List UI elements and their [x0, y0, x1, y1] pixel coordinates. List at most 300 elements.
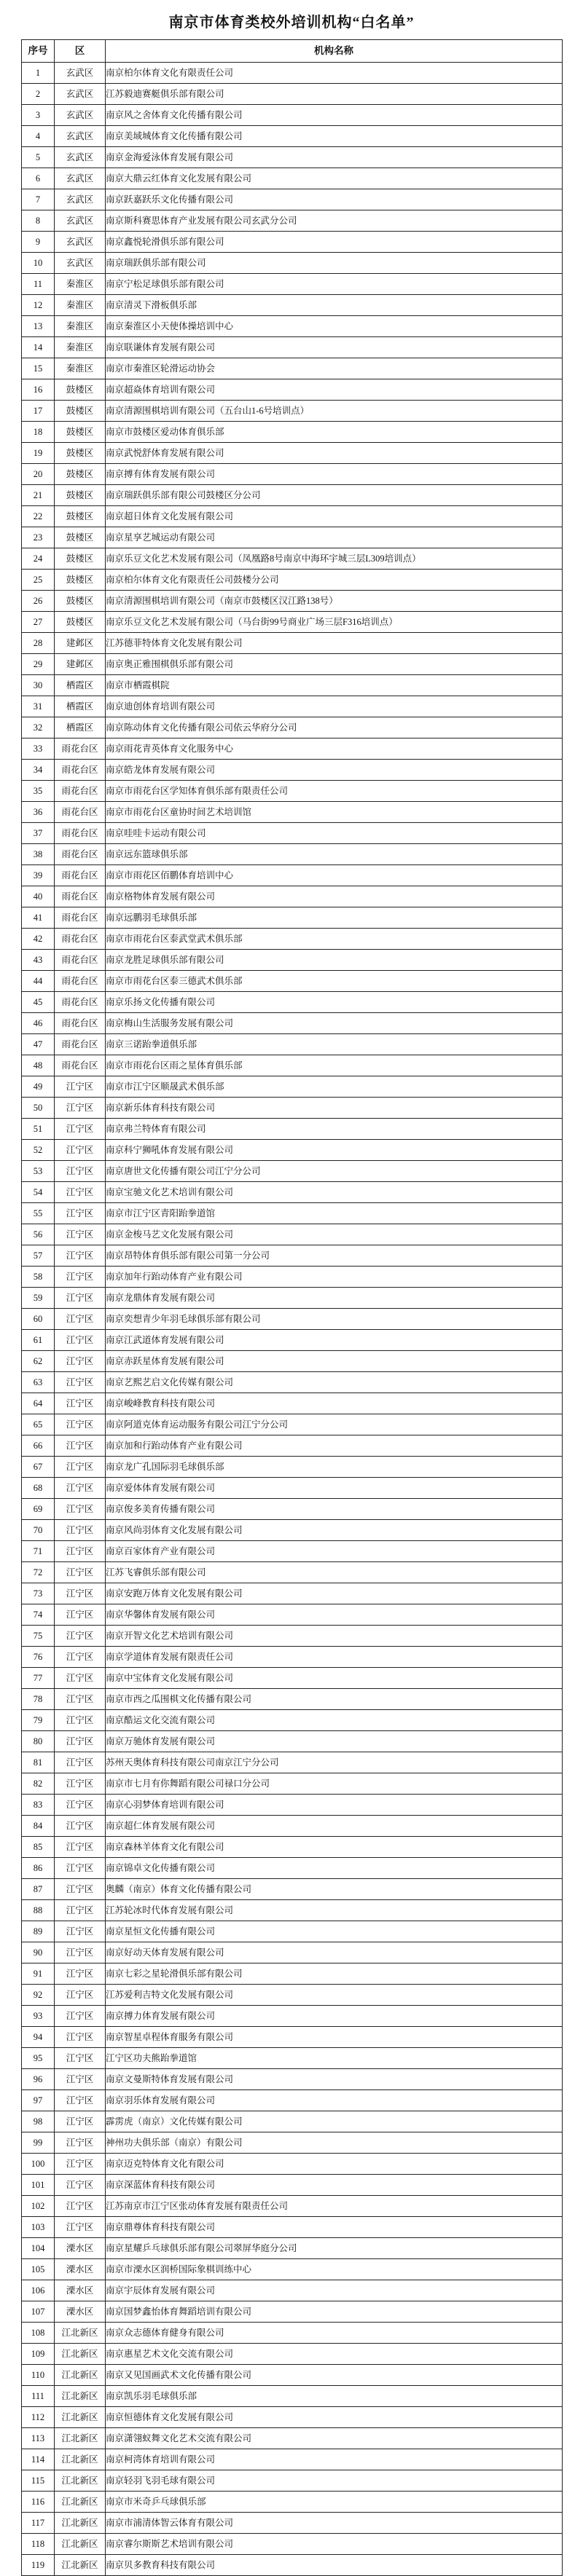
table-row — [22, 443, 563, 464]
table-row — [22, 2323, 563, 2344]
table-row — [22, 1372, 563, 1393]
row-institution-name: 南京鼎尊体育科技有限公司 — [106, 2217, 563, 2238]
row-district: 雨花台区 — [55, 1055, 106, 1076]
row-district: 江宁区 — [55, 1921, 106, 1942]
row-district: 江宁区 — [55, 1393, 106, 1414]
row-number: 66 — [22, 1435, 55, 1457]
row-number: 111 — [22, 2386, 55, 2407]
whitelist-table — [21, 39, 563, 2576]
row-institution-name: 南京超焱体育培训有限公司 — [106, 379, 563, 401]
row-institution-name: 南京清源围棋培训有限公司（南京市鼓楼区汉江路138号） — [106, 591, 563, 612]
row-number: 37 — [22, 823, 55, 844]
table-row — [22, 1182, 563, 1203]
row-district: 江宁区 — [55, 1224, 106, 1245]
table-row — [22, 232, 563, 253]
row-institution-name: 南京星享艺城运动有限公司 — [106, 527, 563, 548]
row-institution-name: 南京梅山生活服务发展有限公司 — [106, 1013, 563, 1034]
row-number: 15 — [22, 358, 55, 379]
row-institution-name: 南京开智文化艺术培训有限公司 — [106, 1626, 563, 1647]
row-institution-name: 南京阿道克体育运动服务有限公司江宁分公司 — [106, 1414, 563, 1435]
table-row — [22, 506, 563, 527]
table-row — [22, 1393, 563, 1414]
table-row — [22, 2132, 563, 2154]
row-number: 27 — [22, 612, 55, 633]
row-institution-name: 南京雨花青英体育文化服务中心 — [106, 738, 563, 760]
row-district: 江北新区 — [55, 2449, 106, 2470]
row-institution-name: 南京七彩之星轮滑俱乐部有限公司 — [106, 1963, 563, 1985]
row-number: 65 — [22, 1414, 55, 1435]
row-district: 江宁区 — [55, 2217, 106, 2238]
row-district: 雨花台区 — [55, 1013, 106, 1034]
table-row — [22, 1076, 563, 1098]
row-district: 江宁区 — [55, 1182, 106, 1203]
table-row — [22, 1055, 563, 1076]
row-institution-name: 南京龙广孔国际羽毛球俱乐部 — [106, 1457, 563, 1478]
row-institution-name: 南京锦卓文化传播有限公司 — [106, 1858, 563, 1879]
row-district: 江宁区 — [55, 1710, 106, 1731]
table-row — [22, 2048, 563, 2069]
table-row — [22, 295, 563, 316]
row-institution-name: 南京清灵下滑板俱乐部 — [106, 295, 563, 316]
row-district: 江北新区 — [55, 2407, 106, 2428]
row-district: 江宁区 — [55, 1330, 106, 1351]
table-row — [22, 1879, 563, 1900]
row-institution-name: 南京市鼓楼区爱动体育俱乐部 — [106, 422, 563, 443]
row-number: 81 — [22, 1752, 55, 1773]
row-district: 雨花台区 — [55, 992, 106, 1013]
row-institution-name: 南京龙胜足球俱乐部有限公司 — [106, 950, 563, 971]
row-district: 江北新区 — [55, 2323, 106, 2344]
row-district: 江宁区 — [55, 1372, 106, 1393]
table-row — [22, 274, 563, 295]
row-district: 雨花台区 — [55, 1034, 106, 1055]
row-institution-name: 南京哇哇卡运动有限公司 — [106, 823, 563, 844]
table-row — [22, 1562, 563, 1583]
row-district: 鼓楼区 — [55, 401, 106, 422]
row-number: 69 — [22, 1499, 55, 1520]
row-number: 3 — [22, 105, 55, 126]
table-row — [22, 760, 563, 781]
row-district: 栖霞区 — [55, 717, 106, 738]
row-district: 江宁区 — [55, 1119, 106, 1140]
row-district: 江北新区 — [55, 2344, 106, 2365]
row-institution-name: 南京金海爱泳体育发展有限公司 — [106, 147, 563, 168]
table-row — [22, 422, 563, 443]
row-institution-name: 南京乐扬文化传播有限公司 — [106, 992, 563, 1013]
row-institution-name: 南京瑞跃俱乐部有限公司 — [106, 253, 563, 274]
row-district: 江宁区 — [55, 1541, 106, 1562]
table-row — [22, 464, 563, 485]
table-row — [22, 992, 563, 1013]
row-district: 秦淮区 — [55, 295, 106, 316]
row-district: 玄武区 — [55, 84, 106, 105]
table-row — [22, 253, 563, 274]
row-number: 117 — [22, 2513, 55, 2534]
row-number: 85 — [22, 1837, 55, 1858]
row-district: 江北新区 — [55, 2513, 106, 2534]
table-row — [22, 2259, 563, 2280]
table-row — [22, 2006, 563, 2027]
row-number: 6 — [22, 168, 55, 189]
row-district: 江宁区 — [55, 1245, 106, 1267]
table-row — [22, 401, 563, 422]
row-institution-name: 南京皓龙体育发展有限公司 — [106, 760, 563, 781]
row-institution-name: 南京峻峰教育科技有限公司 — [106, 1393, 563, 1414]
row-district: 鼓楼区 — [55, 527, 106, 548]
row-institution-name: 南京搏力体育发展有限公司 — [106, 2006, 563, 2027]
row-number: 4 — [22, 126, 55, 147]
table-row — [22, 1689, 563, 1710]
table-row — [22, 1245, 563, 1267]
row-number: 68 — [22, 1478, 55, 1499]
row-institution-name: 南京远东篮球俱乐部 — [106, 844, 563, 865]
row-number: 58 — [22, 1267, 55, 1288]
row-district: 鼓楼区 — [55, 443, 106, 464]
table-row — [22, 210, 563, 232]
row-district: 江宁区 — [55, 1900, 106, 1921]
row-district: 溧水区 — [55, 2301, 106, 2323]
table-row — [22, 2027, 563, 2048]
row-institution-name: 南京市米奇乒乓球俱乐部 — [106, 2492, 563, 2513]
row-institution-name: 南京贝多教育科技有限公司 — [106, 2555, 563, 2576]
table-row — [22, 1161, 563, 1182]
row-number: 11 — [22, 274, 55, 295]
row-district: 鼓楼区 — [55, 591, 106, 612]
row-number: 107 — [22, 2301, 55, 2323]
row-institution-name: 江苏德菲特体育文化发展有限公司 — [106, 633, 563, 654]
row-number: 16 — [22, 379, 55, 401]
row-number: 76 — [22, 1647, 55, 1668]
row-institution-name: 南京迪创体育培训有限公司 — [106, 696, 563, 717]
row-number: 95 — [22, 2048, 55, 2069]
row-number: 31 — [22, 696, 55, 717]
row-district: 江北新区 — [55, 2470, 106, 2492]
table-row — [22, 2492, 563, 2513]
row-number: 102 — [22, 2196, 55, 2217]
row-number: 101 — [22, 2175, 55, 2196]
row-district: 江宁区 — [55, 1879, 106, 1900]
row-institution-name: 南京众志德体育健身有限公司 — [106, 2323, 563, 2344]
table-row — [22, 358, 563, 379]
row-district: 江宁区 — [55, 1478, 106, 1499]
row-institution-name: 南京市雨花区佰鹏体育培训中心 — [106, 865, 563, 886]
row-district: 江宁区 — [55, 2048, 106, 2069]
row-number: 33 — [22, 738, 55, 760]
row-number: 104 — [22, 2238, 55, 2259]
row-number: 23 — [22, 527, 55, 548]
row-institution-name: 南京唐世文化传播有限公司江宁分公司 — [106, 1161, 563, 1182]
row-number: 97 — [22, 2090, 55, 2111]
row-number: 110 — [22, 2365, 55, 2386]
row-institution-name: 南京市溧水区润桥国际象棋训练中心 — [106, 2259, 563, 2280]
row-number: 54 — [22, 1182, 55, 1203]
row-institution-name: 南京奕想青少年羽毛球俱乐部有限公司 — [106, 1309, 563, 1330]
row-number: 17 — [22, 401, 55, 422]
row-number: 60 — [22, 1309, 55, 1330]
table-header — [22, 40, 563, 63]
row-district: 江宁区 — [55, 1288, 106, 1309]
row-number: 64 — [22, 1393, 55, 1414]
table-row — [22, 1583, 563, 1604]
row-institution-name: 江宁区功夫熊跆拳道馆 — [106, 2048, 563, 2069]
row-institution-name: 南京百家体育产业有限公司 — [106, 1541, 563, 1562]
table-row — [22, 1267, 563, 1288]
table-row — [22, 63, 563, 84]
row-district: 江宁区 — [55, 1435, 106, 1457]
row-number: 109 — [22, 2344, 55, 2365]
row-number: 40 — [22, 886, 55, 907]
row-institution-name: 南京中宝体育文化发展有限公司 — [106, 1668, 563, 1689]
table-row — [22, 2534, 563, 2555]
table-row — [22, 2365, 563, 2386]
row-number: 45 — [22, 992, 55, 1013]
table-row — [22, 907, 563, 929]
row-institution-name: 霹雳虎（南京）文化传媒有限公司 — [106, 2111, 563, 2132]
table-row — [22, 654, 563, 675]
row-institution-name: 南京跃嘉跃乐文化传播有限公司 — [106, 189, 563, 210]
row-district: 玄武区 — [55, 105, 106, 126]
row-number: 80 — [22, 1731, 55, 1752]
table-row — [22, 2069, 563, 2090]
row-institution-name: 南京华馨体育发展有限公司 — [106, 1604, 563, 1626]
row-institution-name: 南京市雨花台区雨之星体育俱乐部 — [106, 1055, 563, 1076]
row-institution-name: 南京市雨花台区童协时间艺术培训馆 — [106, 802, 563, 823]
row-number: 1 — [22, 63, 55, 84]
table-row — [22, 802, 563, 823]
row-district: 江宁区 — [55, 1668, 106, 1689]
table-row — [22, 1604, 563, 1626]
row-district: 雨花台区 — [55, 886, 106, 907]
row-number: 79 — [22, 1710, 55, 1731]
row-number: 2 — [22, 84, 55, 105]
row-institution-name: 江苏轮冰时代体育发展有限公司 — [106, 1900, 563, 1921]
row-number: 13 — [22, 316, 55, 337]
row-institution-name: 南京柏尔体育文化有限责任公司 — [106, 63, 563, 84]
row-institution-name: 南京江武道体育发展有限公司 — [106, 1330, 563, 1351]
row-district: 玄武区 — [55, 189, 106, 210]
row-institution-name: 南京格物体育发展有限公司 — [106, 886, 563, 907]
row-institution-name: 南京宝驰文化艺术培训有限公司 — [106, 1182, 563, 1203]
row-district: 玄武区 — [55, 126, 106, 147]
row-institution-name: 南京爱体体育发展有限公司 — [106, 1478, 563, 1499]
table-row — [22, 570, 563, 591]
row-institution-name: 南京宇辰体育发展有限公司 — [106, 2280, 563, 2301]
row-institution-name: 南京市雨花台区泰三德武术俱乐部 — [106, 971, 563, 992]
table-row — [22, 1731, 563, 1752]
row-district: 雨花台区 — [55, 823, 106, 844]
row-institution-name: 南京陈动体育文化传播有限公司依云华府分公司 — [106, 717, 563, 738]
row-institution-name: 南京金梭马艺文化发展有限公司 — [106, 1224, 563, 1245]
row-institution-name: 南京万驰体育发展有限公司 — [106, 1731, 563, 1752]
row-number: 92 — [22, 1985, 55, 2006]
row-number: 30 — [22, 675, 55, 696]
row-institution-name: 南京心羽梦体育培训有限公司 — [106, 1795, 563, 1816]
header-district: 区 — [55, 40, 106, 63]
row-number: 9 — [22, 232, 55, 253]
table-row — [22, 147, 563, 168]
row-district: 玄武区 — [55, 63, 106, 84]
table-row — [22, 1478, 563, 1499]
row-district: 江宁区 — [55, 1985, 106, 2006]
row-institution-name: 南京好动天体育发展有限公司 — [106, 1942, 563, 1963]
row-institution-name: 南京赤跃星体育发展有限公司 — [106, 1351, 563, 1372]
row-district: 江宁区 — [55, 1773, 106, 1795]
table-row — [22, 717, 563, 738]
row-district: 江宁区 — [55, 2069, 106, 2090]
row-institution-name: 南京奥正雅围棋俱乐部有限公司 — [106, 654, 563, 675]
row-district: 江宁区 — [55, 2090, 106, 2111]
row-institution-name: 南京联谦体育发展有限公司 — [106, 337, 563, 358]
table-row — [22, 485, 563, 506]
table-row — [22, 591, 563, 612]
row-number: 36 — [22, 802, 55, 823]
row-district: 江宁区 — [55, 2132, 106, 2154]
table-row — [22, 781, 563, 802]
row-institution-name: 南京市西之瓜围棋文化传播有限公司 — [106, 1689, 563, 1710]
row-number: 38 — [22, 844, 55, 865]
row-district: 江宁区 — [55, 1499, 106, 1520]
row-district: 雨花台区 — [55, 738, 106, 760]
row-district: 江宁区 — [55, 2027, 106, 2048]
table-row — [22, 1520, 563, 1541]
row-district: 雨花台区 — [55, 929, 106, 950]
row-institution-name: 南京森林羊体育文化有限公司 — [106, 1837, 563, 1858]
row-number: 72 — [22, 1562, 55, 1583]
row-number: 12 — [22, 295, 55, 316]
table-row — [22, 1647, 563, 1668]
row-district: 溧水区 — [55, 2259, 106, 2280]
row-number: 46 — [22, 1013, 55, 1034]
table-row — [22, 2407, 563, 2428]
row-district: 溧水区 — [55, 2280, 106, 2301]
row-number: 119 — [22, 2555, 55, 2576]
row-institution-name: 南京艺熙艺启文化传媒有限公司 — [106, 1372, 563, 1393]
row-number: 70 — [22, 1520, 55, 1541]
table-row — [22, 1668, 563, 1689]
table-row — [22, 2428, 563, 2449]
row-number: 73 — [22, 1583, 55, 1604]
row-institution-name: 南京柯湾体育培训有限公司 — [106, 2449, 563, 2470]
row-institution-name: 南京瑞跃俱乐部有限公司鼓楼区分公司 — [106, 485, 563, 506]
row-district: 江宁区 — [55, 1161, 106, 1182]
row-district: 江宁区 — [55, 1520, 106, 1541]
table-row — [22, 1710, 563, 1731]
table-row — [22, 2217, 563, 2238]
header-row — [22, 40, 563, 63]
row-institution-name: 南京大鼎云红体育文化发展有限公司 — [106, 168, 563, 189]
row-number: 77 — [22, 1668, 55, 1689]
row-number: 41 — [22, 907, 55, 929]
row-number: 90 — [22, 1942, 55, 1963]
row-number: 22 — [22, 506, 55, 527]
row-number: 113 — [22, 2428, 55, 2449]
table-row — [22, 1816, 563, 1837]
row-institution-name: 南京鑫悦轮滑俱乐部有限公司 — [106, 232, 563, 253]
row-institution-name: 南京酷运文化交流有限公司 — [106, 1710, 563, 1731]
table-row — [22, 2196, 563, 2217]
table-row — [22, 1013, 563, 1034]
table-row — [22, 1837, 563, 1858]
row-district: 江宁区 — [55, 1689, 106, 1710]
table-row — [22, 2175, 563, 2196]
table-row — [22, 2280, 563, 2301]
row-institution-name: 南京科宁狮吼体育发展有限公司 — [106, 1140, 563, 1161]
table-row — [22, 168, 563, 189]
row-institution-name: 南京市浦清体智云体育有限公司 — [106, 2513, 563, 2534]
table-row — [22, 1752, 563, 1773]
row-number: 61 — [22, 1330, 55, 1351]
row-institution-name: 南京市江宁区青阳跆拳道馆 — [106, 1203, 563, 1224]
table-row — [22, 696, 563, 717]
row-number: 114 — [22, 2449, 55, 2470]
table-row — [22, 2238, 563, 2259]
row-institution-name: 南京搏有体育发展有限公司 — [106, 464, 563, 485]
row-number: 89 — [22, 1921, 55, 1942]
row-number: 91 — [22, 1963, 55, 1985]
row-district: 江北新区 — [55, 2428, 106, 2449]
row-institution-name: 南京睿尔斯斯艺术培训有限公司 — [106, 2534, 563, 2555]
row-number: 59 — [22, 1288, 55, 1309]
row-institution-name: 南京羽乐体育发展有限公司 — [106, 2090, 563, 2111]
row-number: 21 — [22, 485, 55, 506]
row-district: 玄武区 — [55, 210, 106, 232]
row-institution-name: 南京美域城体育文化传播有限公司 — [106, 126, 563, 147]
table-row — [22, 1795, 563, 1816]
row-number: 44 — [22, 971, 55, 992]
row-number: 78 — [22, 1689, 55, 1710]
row-number: 18 — [22, 422, 55, 443]
row-district: 江宁区 — [55, 1858, 106, 1879]
row-number: 19 — [22, 443, 55, 464]
row-number: 87 — [22, 1879, 55, 1900]
table-row — [22, 844, 563, 865]
row-district: 江宁区 — [55, 1604, 106, 1626]
row-number: 47 — [22, 1034, 55, 1055]
row-institution-name: 南京迈克特体育文化有限公司 — [106, 2154, 563, 2175]
table-row — [22, 612, 563, 633]
row-number: 103 — [22, 2217, 55, 2238]
table-row — [22, 1457, 563, 1478]
table-row — [22, 1773, 563, 1795]
row-institution-name: 南京市雨花台区学知体育俱乐部有限责任公司 — [106, 781, 563, 802]
row-institution-name: 南京安跑万体育文化发展有限公司 — [106, 1583, 563, 1604]
row-number: 96 — [22, 2069, 55, 2090]
row-institution-name: 南京星耀乒乓球俱乐部有限公司翠屏华庭分公司 — [106, 2238, 563, 2259]
row-institution-name: 南京市七月有你舞蹈有限公司禄口分公司 — [106, 1773, 563, 1795]
row-number: 67 — [22, 1457, 55, 1478]
table-row — [22, 971, 563, 992]
table-row — [22, 189, 563, 210]
table-row — [22, 675, 563, 696]
table-row — [22, 2301, 563, 2323]
table-row — [22, 2386, 563, 2407]
row-institution-name: 南京深蓝体育科技有限公司 — [106, 2175, 563, 2196]
table-row — [22, 2555, 563, 2576]
row-institution-name: 南京惠星艺术文化交流有限公司 — [106, 2344, 563, 2365]
row-number: 55 — [22, 1203, 55, 1224]
row-district: 江宁区 — [55, 1583, 106, 1604]
row-district: 鼓楼区 — [55, 548, 106, 570]
table-row — [22, 527, 563, 548]
table-row — [22, 1288, 563, 1309]
row-number: 88 — [22, 1900, 55, 1921]
row-district: 秦淮区 — [55, 337, 106, 358]
row-district: 江宁区 — [55, 1562, 106, 1583]
table-row — [22, 1626, 563, 1647]
row-institution-name: 南京文曼斯特体育发展有限公司 — [106, 2069, 563, 2090]
row-number: 116 — [22, 2492, 55, 2513]
table-row — [22, 1921, 563, 1942]
